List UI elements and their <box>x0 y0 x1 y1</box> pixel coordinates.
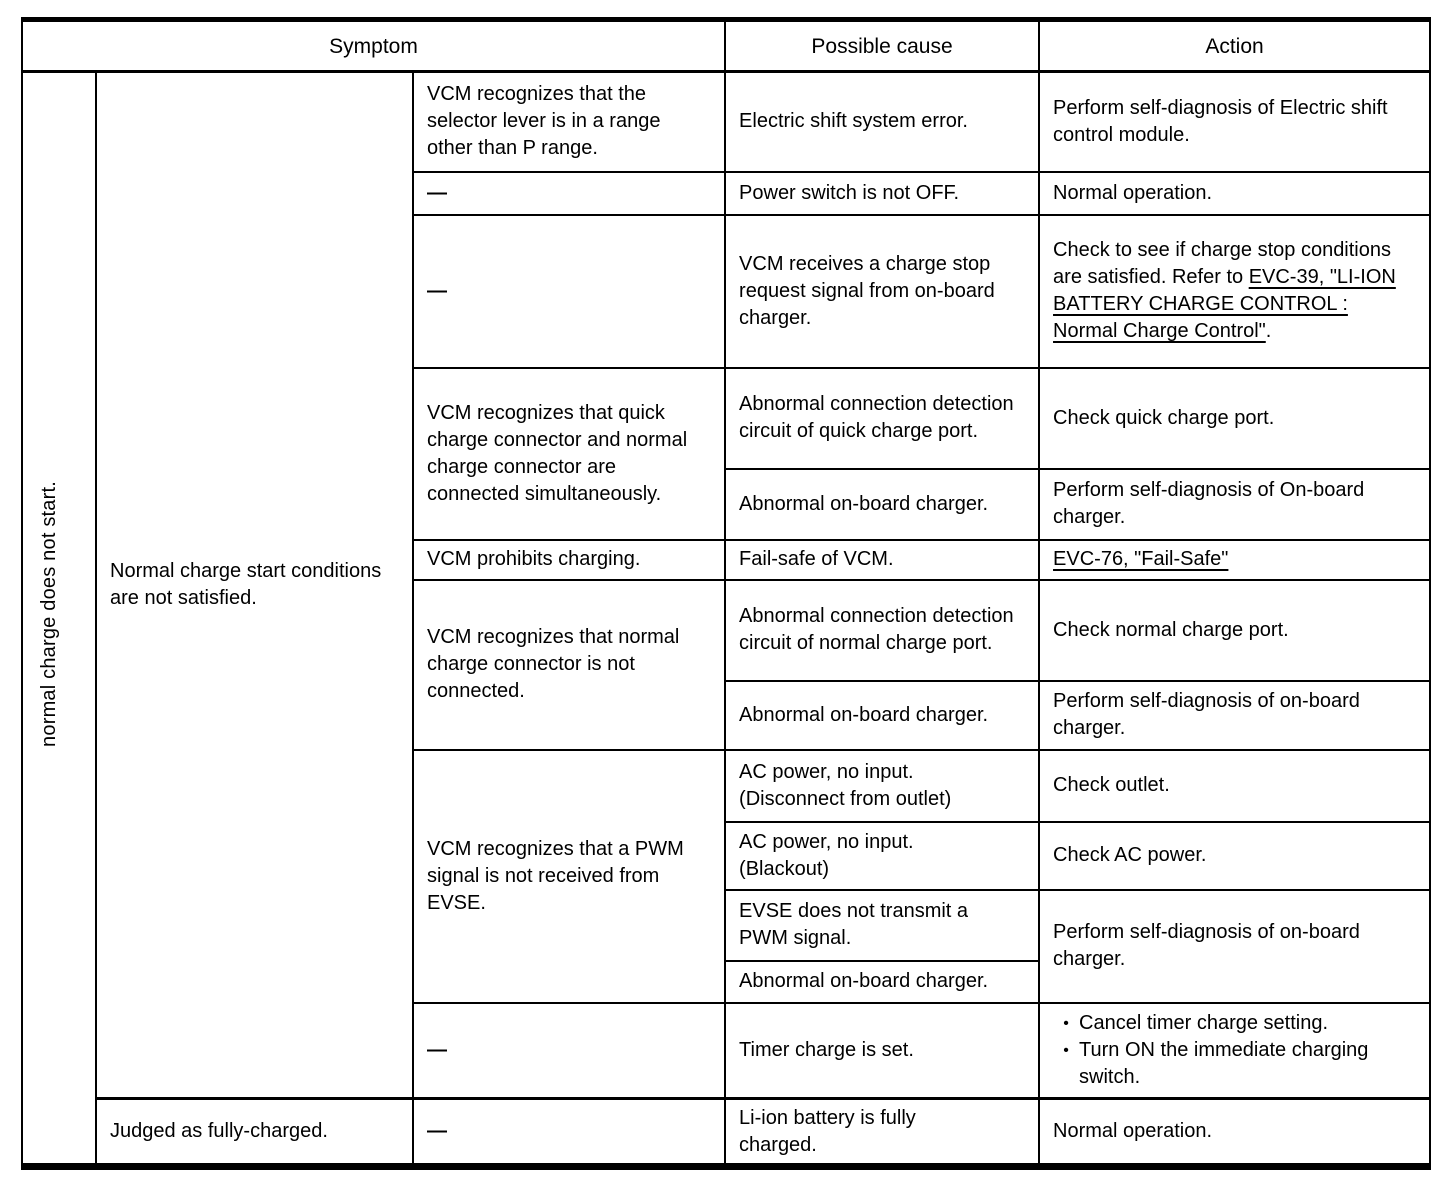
cell-symptom-selector-lever: VCM recognizes that the selector lever is in a range other than P range. <box>413 72 725 172</box>
cell-action-charger-self-diagnosis: Perform self-diagnosis of On-board charger. <box>1039 469 1430 540</box>
cell-cause-timer-charge: Timer charge is set. <box>725 1003 1039 1099</box>
cell-action-check-outlet: Check outlet. <box>1039 750 1430 822</box>
cell-action-electric-shift: Perform self-diagnosis of Electric shift control module. <box>1039 72 1430 172</box>
bullet-item <box>1053 1037 1413 1091</box>
cell-cause-abnormal-charger: Abnormal on-board charger. <box>725 681 1039 750</box>
cell-cause-ac-no-input-blackout <box>725 822 1039 890</box>
cell-cause-battery-fully-charged <box>725 1099 1039 1167</box>
cell-action-normal-operation: Normal operation. <box>1039 172 1430 215</box>
table-header-row <box>22 20 1430 72</box>
cause-line: AC power, no input. <box>739 830 914 853</box>
cell-cause-electric-shift: Electric shift system error. <box>725 72 1039 172</box>
header-possible-cause: Possible cause <box>725 20 1039 72</box>
table-row <box>22 72 1430 172</box>
cell-action-normal-operation: Normal operation. <box>1039 1099 1430 1167</box>
cell-cause-normal-detection-circuit: Abnormal connection detection circuit of normal charge port. <box>725 580 1039 681</box>
bullet-text: Turn ON the immediate charging switch. <box>1079 1038 1369 1088</box>
cell-symptom-empty-dash: — <box>413 1099 725 1167</box>
cell-symptom-not-satisfied: Normal charge start conditions are not satisfied. <box>96 72 413 1099</box>
cell-action-timer-charge <box>1039 1003 1430 1099</box>
cell-symptom-empty-dash: — <box>413 172 725 215</box>
cell-symptom-not-connected: VCM recognizes that normal charge connector is not connected. <box>413 580 725 750</box>
cell-action-charge-stop <box>1039 215 1430 368</box>
bullet-item <box>1053 1010 1413 1037</box>
bullet-text: Cancel timer charge setting. <box>1079 1011 1329 1034</box>
cell-cause-abnormal-charger: Abnormal on-board charger. <box>725 961 1039 1003</box>
table-row <box>22 1099 1430 1167</box>
cell-action-charger-self-diagnosis: Perform self-diagnosis of on-board charger. <box>1039 890 1430 1003</box>
cell-action-check-ac-power: Check AC power. <box>1039 822 1430 890</box>
cause-line: Li-ion battery is fully <box>739 1106 916 1129</box>
cause-line: (Disconnect from outlet) <box>739 787 952 810</box>
cell-cause-charge-stop-request: VCM receives a charge stop request signal from on-board charger. <box>725 215 1039 368</box>
cause-line: (Blackout) <box>739 857 830 880</box>
diagnosis-table <box>21 17 1431 1170</box>
cell-action-check-quick-port: Check quick charge port. <box>1039 368 1430 469</box>
cell-symptom-rotated-group <box>22 72 96 1167</box>
cell-action-fail-safe-ref <box>1039 540 1430 580</box>
rotated-symptom-label: normal charge does not start. <box>38 481 60 747</box>
header-action: Action <box>1039 20 1430 72</box>
bullet-icon: • <box>1063 1014 1069 1032</box>
cell-action-charger-self-diagnosis: Perform self-diagnosis of on-board charger. <box>1039 681 1430 750</box>
cause-line: AC power, no input. <box>739 760 914 783</box>
cell-symptom-fully-charged: Judged as fully-charged. <box>96 1099 413 1167</box>
cell-symptom-prohibits-charging: VCM prohibits charging. <box>413 540 725 580</box>
header-symptom: Symptom <box>22 20 725 72</box>
action-text: . <box>1265 320 1272 342</box>
cell-symptom-no-pwm: VCM recognizes that a PWM signal is not received from EVSE. <box>413 750 725 1003</box>
cell-symptom-simultaneous-connect: VCM recognizes that quick charge connector and normal charge connector are connected simultaneously. <box>413 368 725 540</box>
cause-line: charged. <box>739 1133 817 1156</box>
cell-symptom-empty-dash: — <box>413 1003 725 1099</box>
action-text: Check to see if charge stop conditions are satisfied. Refer to <box>1053 239 1391 288</box>
cell-cause-evse-no-pwm: EVSE does not transmit a PWM signal. <box>725 890 1039 961</box>
cell-symptom-empty-dash: — <box>413 215 725 368</box>
cell-cause-quick-detection-circuit: Abnormal connection detection circuit of quick charge port. <box>725 368 1039 469</box>
cell-action-check-normal-port: Check normal charge port. <box>1039 580 1430 681</box>
cell-cause-fail-safe: Fail-safe of VCM. <box>725 540 1039 580</box>
cell-cause-power-switch: Power switch is not OFF. <box>725 172 1039 215</box>
bullet-icon: • <box>1063 1041 1069 1059</box>
cell-cause-abnormal-charger: Abnormal on-board charger. <box>725 469 1039 540</box>
cell-cause-ac-no-input-outlet <box>725 750 1039 822</box>
link-evc-76[interactable]: EVC-76, "Fail-Safe" <box>1053 548 1229 570</box>
link-evc-39[interactable]: EVC-39, "LI-ION BATTERY CHARGE CONTROL : Normal Charge Control" <box>1053 266 1396 342</box>
